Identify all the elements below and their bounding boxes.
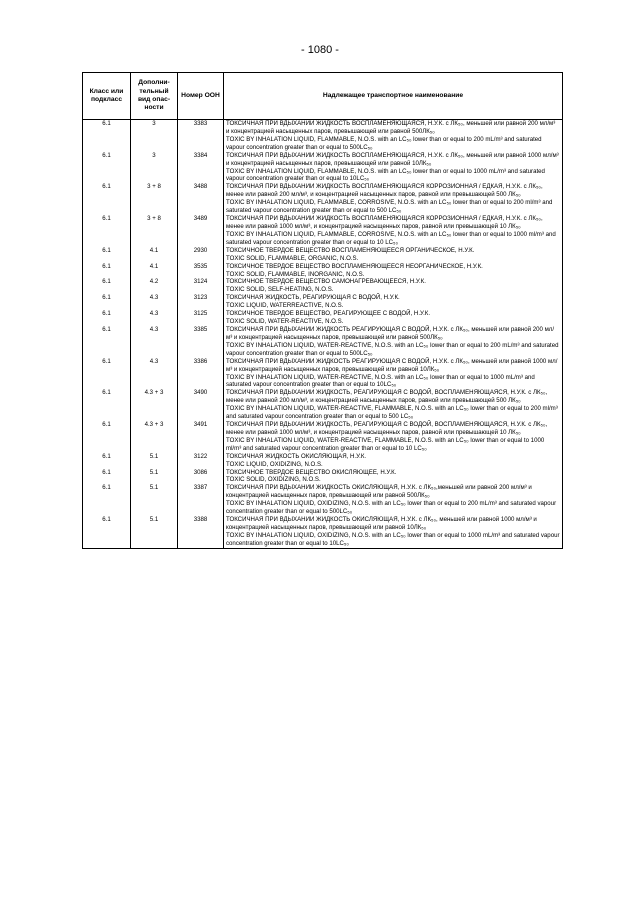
- name-russian: ТОКСИЧНАЯ ПРИ ВДЫХАНИИ ЖИДКОСТЬ ОКИСЛЯЮЩАЯ, Н.У.К. с ЛК₅₀,меньшей или равной 200 мл/м³ и концентрацией насыщенных паров, превышающей или равной 500ЛК₅₀: [226, 484, 532, 500]
- shipping-name-cell: [224, 421, 563, 453]
- shipping-name-cell: [224, 469, 563, 485]
- class-cell: 6.1: [83, 469, 131, 485]
- name-russian: ТОКСИЧНОЕ ТВЕРДОЕ ВЕЩЕСТВО САМОНАГРЕВАЮЩЕЕСЯ, Н.У.К.: [226, 278, 426, 286]
- class-cell: 6.1: [83, 421, 131, 453]
- shipping-name-cell: [224, 389, 563, 421]
- name-english: TOXIC BY INHALATION LIQUID, FLAMMABLE, N.O.S. with an LC₅₀ lower than or equal to 200 mL/m³ and saturated vapour concentration greater than or equal to 500LC₅₀: [226, 135, 542, 151]
- un-number-cell: 3490: [178, 389, 224, 421]
- name-russian: ТОКСИЧНАЯ ПРИ ВДЫХАНИИ ЖИДКОСТЬ, РЕАГИРУЮЩАЯ С ВОДОЙ, ВОСПЛАМЕНЯЮЩАЯСЯ, Н.У.К. с ЛК₅₀, менее или равной 1000 мл/м³, и концентрацией насыщенных паров, равной или превышающей 10 ЛК₅₀: [226, 421, 548, 436]
- subsidiary-cell: 4.3: [131, 294, 178, 310]
- subsidiary-cell: 5.1: [131, 469, 178, 485]
- class-cell: 6.1: [83, 263, 131, 279]
- name-russian: ТОКСИЧНАЯ ПРИ ВДЫХАНИИ ЖИДКОСТЬ, РЕАГИРУЮЩАЯ С ВОДОЙ, ВОСПЛАМЕНЯЮЩАЯСЯ, Н.У.К. с ЛК₅₀, менее или равной 200 мл/м³, и концентрацией насыщенных паров, равной или превышающей 500 ЛК₅₀: [226, 389, 548, 405]
- table-row: [83, 389, 563, 421]
- name-english: TOXIC BY INHALATION LIQUID, WATER-REACTIVE, N.O.S. with an LC₅₀ lower than or equal to 200 mL/m³ and saturated vapour concentration greater than or equal to 500LC₅₀: [226, 341, 559, 357]
- class-cell: 6.1: [83, 183, 131, 215]
- table-row: [83, 421, 563, 453]
- class-cell: 6.1: [83, 120, 131, 152]
- class-cell: 6.1: [83, 278, 131, 294]
- header-un-number: Номер ООН: [178, 73, 224, 120]
- class-cell: 6.1: [83, 215, 131, 247]
- class-cell: 6.1: [83, 516, 131, 548]
- name-english: TOXIC SOLID, FLAMMABLE, INORGANIC, N.O.S.: [226, 270, 365, 278]
- subsidiary-cell: 3 + 8: [131, 183, 178, 215]
- name-english: TOXIC SOLID, WATER-REACTIVE, N.O.S.: [226, 318, 344, 326]
- table-row: [83, 247, 563, 263]
- un-number-cell: 3489: [178, 215, 224, 247]
- un-number-cell: 3383: [178, 120, 224, 152]
- table-row: [83, 326, 563, 358]
- subsidiary-cell: 5.1: [131, 453, 178, 469]
- subsidiary-cell: 4.3: [131, 310, 178, 326]
- table-row: [83, 469, 563, 485]
- shipping-name-cell: [224, 326, 563, 358]
- un-number-cell: 3387: [178, 484, 224, 516]
- un-number-cell: 3535: [178, 263, 224, 279]
- shipping-name-cell: [224, 484, 563, 516]
- un-number-cell: 2930: [178, 247, 224, 263]
- un-number-cell: 3491: [178, 421, 224, 453]
- class-cell: 6.1: [83, 389, 131, 421]
- subsidiary-cell: 4.3 + 3: [131, 421, 178, 453]
- class-cell: 6.1: [83, 358, 131, 390]
- table-row: [83, 120, 563, 152]
- subsidiary-cell: 4.1: [131, 247, 178, 263]
- table-row: [83, 263, 563, 279]
- header-subsidiary-hazard: Дополни-тельный вид опас-ности: [131, 73, 178, 120]
- name-english: TOXIC BY INHALATION LIQUID, WATER-REACTIVE, FLAMMABLE, N.O.S. with an LC₅₀ lower than or equal to 200 ml/m³ and saturated vapour concentration greater than or equal to 500 LC₅₀: [226, 405, 558, 421]
- shipping-name-cell: [224, 453, 563, 469]
- subsidiary-cell: 3: [131, 152, 178, 184]
- shipping-name-cell: [224, 247, 563, 263]
- un-number-cell: 3384: [178, 152, 224, 184]
- class-cell: 6.1: [83, 310, 131, 326]
- table-row: [83, 484, 563, 516]
- name-english: TOXIC SOLID, FLAMMABLE, ORGANIC, N.O.S.: [226, 254, 359, 262]
- shipping-name-cell: [224, 120, 563, 152]
- subsidiary-cell: 3: [131, 120, 178, 152]
- shipping-name-cell: [224, 294, 563, 310]
- name-english: TOXIC BY INHALATION LIQUID, FLAMMABLE, CORROSIVE, N.O.S. with an LC₅₀ lower than or equal to 1000 ml/m³ and saturated vapour concentration greater than or equal to 10 LC₅₀: [226, 230, 556, 246]
- header-proper-shipping-name: Надлежащее транспортное наименование: [224, 73, 563, 120]
- name-english: TOXIC BY INHALATION LIQUID, FLAMMABLE, CORROSIVE, N.O.S. with an LC₅₀ lower than or equal to 200 ml/m³ and saturated vapour concentration greater than or equal to 500 LC₅₀: [226, 199, 553, 215]
- un-number-cell: 3124: [178, 278, 224, 294]
- name-russian: ТОКСИЧНОЕ ТВЕРДОЕ ВЕЩЕСТВО ВОСПЛАМЕНЯЮЩЕЕСЯ ОРГАНИЧЕСКОЕ, Н.У.К.: [226, 246, 475, 254]
- name-russian: ТОКСИЧНОЕ ТВЕРДОЕ ВЕЩЕСТВО ОКИСЛЯЮЩЕЕ, Н.У.К.: [226, 468, 397, 476]
- shipping-name-cell: [224, 358, 563, 390]
- name-english: TOXIC BY INHALATION LIQUID, FLAMMABLE, N.O.S. with an LC₅₀ lower than or equal to 1000 mL/m³ and saturated vapour concentration greater than or equal to 10LC₅₀: [226, 167, 545, 183]
- subsidiary-cell: 4.1: [131, 263, 178, 279]
- name-russian: ТОКСИЧНАЯ ПРИ ВДЫХАНИИ ЖИДКОСТЬ РЕАГИРУЮЩАЯ С ВОДОЙ, Н.У.К. с ЛК₅₀, меньшей или равной 1000 мл/м³ и концентрацией насыщенных паров, превышающей или равной 10ЛК₅₀: [226, 357, 558, 373]
- header-class: Класс или подкласс: [83, 73, 131, 120]
- table-row: [83, 152, 563, 184]
- shipping-name-cell: [224, 215, 563, 247]
- class-cell: 6.1: [83, 484, 131, 516]
- shipping-name-cell: [224, 310, 563, 326]
- name-english: TOXIC BY INHALATION LIQUID, WATER-REACTIVE, FLAMMABLE, N.O.S. with an LC₅₀ lower than or equal to 1000 ml/m³ and saturated vapour concentration greater than or equal to 10 LC₅₀: [226, 436, 545, 452]
- subsidiary-cell: 4.3: [131, 326, 178, 358]
- class-cell: 6.1: [83, 326, 131, 358]
- shipping-name-cell: [224, 263, 563, 279]
- name-english: TOXIC SOLID, SELF-HEATING, N.O.S.: [226, 286, 334, 294]
- name-english: TOXIC BY INHALATION LIQUID, OXIDIZING, N.O.S. with an LC₅₀ lower than or equal to 200 mL/m³ and saturated vapour concentration greater than or equal to 500LC₅₀: [226, 500, 557, 516]
- un-number-cell: 3385: [178, 326, 224, 358]
- table-header-row: [83, 73, 563, 120]
- name-english: TOXIC BY INHALATION LIQUID, OXIDIZING, N.O.S. with an LC₅₀ lower than or equal to 1000 mL/m³ and saturated vapour concentration greater than or equal to 10LC₅₀: [226, 531, 560, 547]
- table-row: [83, 453, 563, 469]
- table-row: [83, 294, 563, 310]
- table-row: [83, 358, 563, 390]
- un-number-cell: 3125: [178, 310, 224, 326]
- un-number-cell: 3123: [178, 294, 224, 310]
- un-number-cell: 3386: [178, 358, 224, 390]
- class-cell: 6.1: [83, 247, 131, 263]
- un-number-cell: 3488: [178, 183, 224, 215]
- name-russian: ТОКСИЧНАЯ ПРИ ВДЫХАНИИ ЖИДКОСТЬ ВОСПЛАМЕНЯЮЩАЯСЯ КОРРОЗИОННАЯ / ЕДКАЯ, Н.У.К. с ЛК₅₀, менее или равной 1000 мл/м³, и концентрацией насыщенных паров, равной или превышающей 10 ЛК₅₀: [226, 215, 543, 230]
- name-russian: ТОКСИЧНОЕ ТВЕРДОЕ ВЕЩЕСТВО, РЕАГИРУЮЩЕЕ С ВОДОЙ, Н.У.К.: [226, 310, 431, 318]
- subsidiary-cell: 4.3: [131, 358, 178, 390]
- class-cell: 6.1: [83, 294, 131, 310]
- subsidiary-cell: 3 + 8: [131, 215, 178, 247]
- table-row: [83, 278, 563, 294]
- subsidiary-cell: 5.1: [131, 484, 178, 516]
- page-number: - 1080 -: [301, 44, 339, 56]
- name-english: TOXIC LIQUID, WATERREACTIVE, N.O.S.: [226, 302, 344, 310]
- name-russian: ТОКСИЧНАЯ ПРИ ВДЫХАНИИ ЖИДКОСТЬ ВОСПЛАМЕНЯЮЩАЯСЯ, Н.У.К. с ЛК₅₀, меньшей или равной 200 мл/м³ и концентрацией насыщенных паров, превышающей или равной 500ЛК₅₀: [226, 120, 556, 135]
- subsidiary-cell: 5.1: [131, 516, 178, 548]
- name-russian: ТОКСИЧНАЯ ЖИДКОСТЬ, РЕАГИРУЮЩАЯ С ВОДОЙ, Н.У.К.: [226, 294, 400, 302]
- table-row: [83, 183, 563, 215]
- shipping-name-cell: [224, 183, 563, 215]
- shipping-name-cell: [224, 152, 563, 184]
- table-row: [83, 215, 563, 247]
- subsidiary-cell: 4.3 + 3: [131, 389, 178, 421]
- un-number-cell: 3122: [178, 453, 224, 469]
- name-russian: ТОКСИЧНАЯ ПРИ ВДЫХАНИИ ЖИДКОСТЬ ОКИСЛЯЮЩАЯ, Н.У.К. с ЛК₅₀, меньшей или равной 1000 мл/м³ и концентрацией насыщенных паров, превышающей или равной 10ЛК₅₀: [226, 516, 537, 532]
- name-russian: ТОКСИЧНАЯ ПРИ ВДЫХАНИИ ЖИДКОСТЬ РЕАГИРУЮЩАЯ С ВОДОЙ, Н.У.К. с ЛК₅₀, меньшей или равной 200 мл/м³ и концентрацией насыщенных паров, превышающей или равной 500ЛК₅₀: [226, 325, 555, 341]
- name-russian: ТОКСИЧНАЯ ПРИ ВДЫХАНИИ ЖИДКОСТЬ ВОСПЛАМЕНЯЮЩАЯСЯ КОРРОЗИОННАЯ / ЕДКАЯ, Н.У.К. с ЛК₅₀, менее или равной 200 мл/м³, и концентрацией насыщенных паров, равной или превышающей 500 ЛК₅₀: [226, 183, 543, 199]
- name-english: TOXIC LIQUID, OXIDIZING, N.O.S.: [226, 460, 323, 468]
- class-cell: 6.1: [83, 152, 131, 184]
- table-row: [83, 516, 563, 548]
- un-number-cell: 3388: [178, 516, 224, 548]
- shipping-name-cell: [224, 278, 563, 294]
- name-russian: ТОКСИЧНАЯ ЖИДКОСТЬ ОКИСЛЯЮЩАЯ, Н.У.К.: [226, 452, 367, 460]
- name-russian: ТОКСИЧНАЯ ПРИ ВДЫХАНИИ ЖИДКОСТЬ ВОСПЛАМЕНЯЮЩАЯСЯ, Н.У.К. с ЛК₅₀, меньшей или равной 1000 мл/м³ и концентрацией насыщенных паров, превышающей или равной 10ЛК₅₀: [226, 151, 559, 167]
- name-russian: ТОКСИЧНОЕ ТВЕРДОЕ ВЕЩЕСТВО ВОСПЛАМЕНЯЮЩЕЕСЯ НЕОРГАНИЧЕСКОЕ, Н.У.К.: [226, 262, 483, 270]
- subsidiary-cell: 4.2: [131, 278, 178, 294]
- un-number-cell: 3086: [178, 469, 224, 485]
- name-english: TOXIC BY INHALATION LIQUID, WATER-REACTIVE, N.O.S. with an LC₅₀ lower than or equal to 1000 mL/m³ and saturated vapour concentration greater than or equal to 10LC₅₀: [226, 373, 535, 389]
- table-row: [83, 310, 563, 326]
- class-cell: 6.1: [83, 453, 131, 469]
- name-english: TOXIC SOLID, OXIDIZING, N.O.S.: [226, 476, 321, 484]
- shipping-name-cell: [224, 516, 563, 548]
- dangerous-goods-table: [82, 72, 563, 549]
